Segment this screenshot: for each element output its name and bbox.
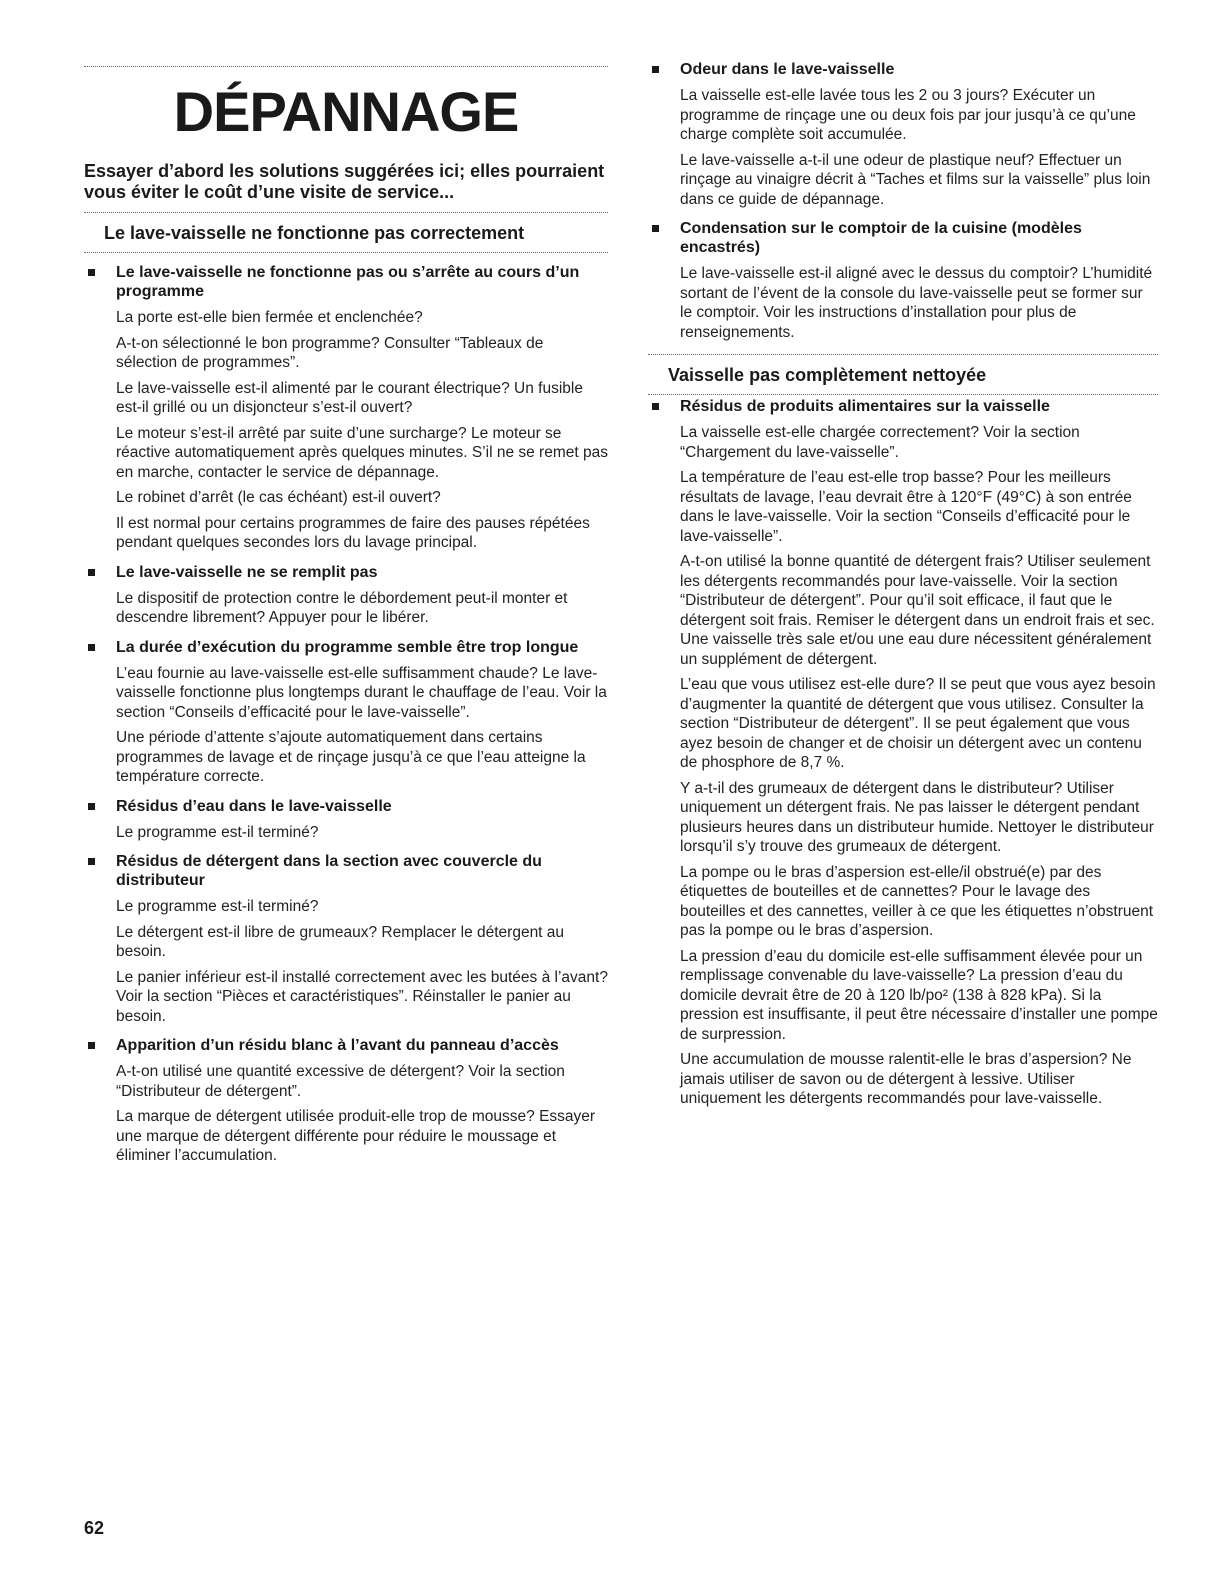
troubleshooting-item (648, 397, 1158, 1109)
item-title: Odeur dans le lave-vaisselle (680, 61, 895, 78)
square-bullet-icon (652, 225, 659, 232)
item-paragraph: L’eau fournie au lave-vaisselle est-elle suffisamment chaude? Le lave-vaisselle fonctionne plus longtemps durant le chauffage de l’eau. Voir la section “Conseils d’efficacité pour le lave-vaisselle”. (116, 664, 607, 721)
item-paragraph: Il est normal pour certains programmes de faire des pauses répétées pendant quelques secondes lors du lavage principal. (116, 514, 590, 551)
square-bullet-icon (88, 644, 95, 651)
square-bullet-icon (88, 269, 95, 276)
item-paragraph: A-t-on utilisé la bonne quantité de détergent frais? Utiliser seulement les détergents recommandés pour lave-vaisselle. Voir la section “Distributeur de détergent”. Pour qu’il soit efficace, il faut que le détergent soit frais. Remiser le détergent dans un endroit frais et sec. Une vaisselle très sale et/ou une eau dure nécessitent généralement un supplément de détergent. (680, 553, 1155, 668)
square-bullet-icon (88, 803, 95, 810)
left-content (84, 212, 608, 1166)
section-rule (648, 394, 1158, 395)
item-paragraph: Le moteur s’est-il arrêté par suite d’une surcharge? Le moteur se réactive automatiquement après quelques minutes. S’il ne se remet pas en marche, contacter le service de dépannage. (116, 424, 608, 481)
item-title: Apparition d’un résidu blanc à l’avant du panneau d’accès (116, 1037, 559, 1054)
troubleshooting-item (84, 1036, 608, 1166)
item-paragraph: La vaisselle est-elle chargée correctement? Voir la section “Chargement du lave-vaisselle”. (680, 424, 1080, 461)
item-paragraph: L’eau que vous utilisez est-elle dure? Il se peut que vous ayez besoin d’augmenter la quantité de détergent que vous utilisez. Consulter la section “Distributeur de détergent”. Il se peut également que vous ayez besoin de changer et de choisir un détergent avec un contenu de phosphore de 8,7 %. (680, 676, 1156, 771)
right-section-items (648, 397, 1158, 1109)
item-paragraph: A-t-on sélectionné le bon programme? Consulter “Tableaux de sélection de programmes”. (116, 334, 544, 371)
intro-text: Essayer d’abord les solutions suggérées ici; elles pourraient vous éviter le coût d’une visite de service... (84, 161, 605, 202)
item-title: Le lave-vaisselle ne fonctionne pas ou s’arrête au cours d’un programme (116, 264, 580, 300)
item-paragraph: A-t-on utilisé une quantité excessive de détergent? Voir la section “Distributeur de détergent”. (116, 1063, 565, 1100)
item-paragraph: Le robinet d’arrêt (le cas échéant) est-il ouvert? (116, 489, 441, 506)
troubleshooting-item (84, 563, 608, 628)
square-bullet-icon (88, 569, 95, 576)
troubleshooting-item (84, 852, 608, 1026)
item-paragraph: La pompe ou le bras d’aspersion est-elle/il obstrué(e) par des étiquettes de bouteilles et de cannettes? Pour le lavage des bouteilles et des cannettes, veiller à ce que les étiquettes n’obstruent pas la pompe ou le bras d’aspersion. (680, 863, 1154, 939)
square-bullet-icon (88, 1042, 95, 1049)
left-column (84, 58, 608, 1172)
section-rule (84, 212, 608, 213)
section-rule (648, 354, 1158, 355)
troubleshooting-item (648, 60, 1158, 209)
item-title: La durée d’exécution du programme semble être trop longue (116, 638, 579, 656)
item-paragraph: Le détergent est-il libre de grumeaux? Remplacer le détergent au besoin. (116, 923, 565, 960)
right-column (648, 58, 1158, 1115)
item-title: Le lave-vaisselle ne se remplit pas (116, 563, 378, 581)
top-rule (84, 66, 608, 67)
item-paragraph: La pression d’eau du domicile est-elle suffisamment élevée pour un remplissage convenable du lave-vaisselle? La pression d’eau du domicile devrait être de 20 à 120 lb/po² (138 à 828 kPa). Si la pression est insuffisante, il peut être nécessaire d’installer une pompe de surpression. (680, 947, 1158, 1043)
item-paragraph: Le panier inférieur est-il installé correctement avec les butées à l’avant? Voir la section “Pièces et caractéristiques”. Réinstaller le panier au besoin. (116, 968, 608, 1025)
troubleshooting-item (84, 797, 608, 843)
item-paragraph: La vaisselle est-elle lavée tous les 2 ou 3 jours? Exécuter un programme de rinçage une ou deux fois par jour jusqu’à ce qu’une charge complète soit accumulée. (680, 87, 1136, 143)
section-heading: Vaisselle pas complètement nettoyée (668, 365, 987, 385)
item-paragraph: Le dispositif de protection contre le débordement peut-il monter et descendre librement? Appuyer pour le libérer. (116, 589, 568, 626)
troubleshooting-item (648, 219, 1158, 342)
section-rule (84, 252, 608, 253)
square-bullet-icon (88, 858, 95, 865)
item-title: Condensation sur le comptoir de la cuisine (modèles encastrés) (680, 220, 1082, 256)
item-paragraph: Le lave-vaisselle a-t-il une odeur de plastique neuf? Effectuer un rinçage au vinaigre décrit à “Taches et films sur la vaisselle” plus loin dans ce guide de dépannage. (680, 151, 1151, 208)
item-paragraph: La porte est-elle bien fermée et enclenchée? (116, 309, 423, 326)
page-number: 62 (84, 1518, 105, 1538)
item-title: Résidus de produits alimentaires sur la vaisselle (680, 398, 1050, 415)
item-paragraph: Le programme est-il terminé? (116, 823, 319, 841)
item-paragraph: Y a-t-il des grumeaux de détergent dans le distributeur? Utiliser uniquement un détergent frais. Ne pas laisser le détergent pendant plusieurs heures dans un distributeur humide. Nettoyer le distributeur lorsqu’il s’y trouve des grumeaux de détergent. (680, 779, 1154, 855)
item-paragraph: Le programme est-il terminé? (116, 898, 319, 915)
item-paragraph: La marque de détergent utilisée produit-elle trop de mousse? Essayer une marque de détergent différente pour réduire le moussage et éliminer l’accumulation. (116, 1108, 596, 1164)
item-paragraph: Le lave-vaisselle est-il aligné avec le dessus du comptoir? L’humidité sortant de l’évent de la console du lave-vaisselle peut se former sur le comptoir. Voir les instructions d’installation pour plus de renseignements. (680, 265, 1153, 341)
item-title: Résidus d’eau dans le lave-vaisselle (116, 797, 392, 815)
item-title: Résidus de détergent dans la section avec couvercle du distributeur (116, 853, 542, 889)
item-paragraph: La température de l’eau est-elle trop basse? Pour les meilleurs résultats de lavage, l’eau devrait être à 120°F (49°C) à son entrée dans le lave-vaisselle. Voir la section “Conseils d’efficacité pour le lave-vaisselle”. (680, 469, 1132, 545)
troubleshooting-item (84, 638, 608, 787)
item-paragraph: Une accumulation de mousse ralentit-elle le bras d’aspersion? Ne jamais utiliser de savon ou de détergent à lessive. Utiliser uniquement les détergents recommandés pour lave-vaisselle. (680, 1051, 1132, 1107)
right-top-items (648, 60, 1158, 342)
troubleshooting-item (84, 263, 608, 553)
square-bullet-icon (652, 66, 659, 73)
square-bullet-icon (652, 403, 659, 410)
right-section (648, 354, 1158, 1109)
item-paragraph: Une période d’attente s’ajoute automatiquement dans certains programmes de lavage et de rinçage jusqu’à ce que l’eau atteigne la température correcte. (116, 729, 586, 785)
section-heading: Le lave-vaisselle ne fonctionne pas correctement (104, 223, 525, 243)
item-paragraph: Le lave-vaisselle est-il alimenté par le courant électrique? Un fusible est-il grillé ou un disjoncteur s’est-il ouvert? (116, 379, 583, 416)
page-title: DÉPANNAGE (173, 80, 519, 143)
